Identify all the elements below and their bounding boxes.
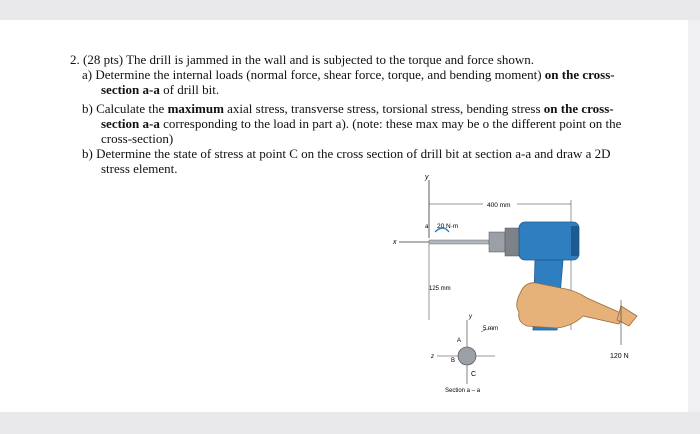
part-a-text-end: of drill bit. <box>163 82 220 97</box>
diameter-label: 5 mm <box>483 326 498 332</box>
drill-body-rear <box>571 226 579 256</box>
section-circle <box>458 347 476 365</box>
point-b-label: B <box>451 358 456 364</box>
part-b1-text: Calculate the <box>96 101 165 116</box>
part-a-line-2 <box>101 82 219 97</box>
part-b2-text: b) Determine the state of stress at point C on the cross section of drill bit at section a-a and draw a 2D <box>82 146 611 161</box>
part-a-section: section a-a <box>101 82 160 97</box>
torque-label: 20 N·m <box>437 223 459 230</box>
part-b2-line-2 <box>101 161 178 176</box>
right-frame <box>688 20 700 412</box>
part-b1-maximum: maximum <box>167 101 224 116</box>
drill-figure <box>385 170 685 400</box>
part-b1-line-3 <box>101 131 173 146</box>
part-b1-label: b) <box>82 101 93 116</box>
part-b1-note-end: cross-section) <box>101 131 174 146</box>
top-frame <box>0 0 700 20</box>
heading-text: 2. (28 pts) The drill is jammed in the wall and is subjected to the torque and force shown. <box>70 52 535 67</box>
dim-125-label: 125 mm <box>429 286 451 292</box>
section-a-a-view <box>430 314 498 394</box>
section-caption: Section a – a <box>445 388 481 394</box>
section-y-label: y <box>469 314 472 320</box>
part-a-text: Determine the internal loads (normal force, shear force, torque, and bending moment) <box>95 67 542 82</box>
problem-heading <box>70 52 534 67</box>
part-b1-note: corresponding to the load in part a). (note: these max may be o the different point on the <box>163 116 622 131</box>
part-b2-text-end: stress element. <box>101 161 178 176</box>
hand-illustration <box>517 283 623 328</box>
part-a-line-1 <box>82 67 615 82</box>
point-c-label: C <box>471 371 477 378</box>
drill-chuck <box>489 232 505 252</box>
x-axis-label: x <box>393 239 397 246</box>
dim-400-label: 400 mm <box>487 202 511 209</box>
drill-chuck-collar <box>505 228 519 256</box>
part-b1-line-2 <box>101 116 621 131</box>
part-a-label: a) <box>82 67 93 82</box>
y-axis-label: y <box>425 174 429 181</box>
part-b1-bold: on the cross- <box>543 101 614 116</box>
part-b1-section: section a-a <box>101 116 160 131</box>
drill-bit <box>429 240 489 244</box>
point-a-label: A <box>457 338 462 344</box>
drill-body <box>519 222 579 260</box>
part-b1-stresses: axial stress, transverse stress, torsional stress, bending stress <box>227 101 541 116</box>
part-a-bold: on the cross- <box>544 67 615 82</box>
force-label: 120 N <box>610 353 629 360</box>
bottom-frame <box>0 412 700 434</box>
part-b1-line-1 <box>82 101 614 116</box>
section-z-label: z <box>431 354 434 360</box>
part-b2-line-1 <box>82 146 611 161</box>
document-page <box>0 20 688 412</box>
wrist <box>617 306 637 326</box>
section-mark-top: a <box>425 224 429 230</box>
